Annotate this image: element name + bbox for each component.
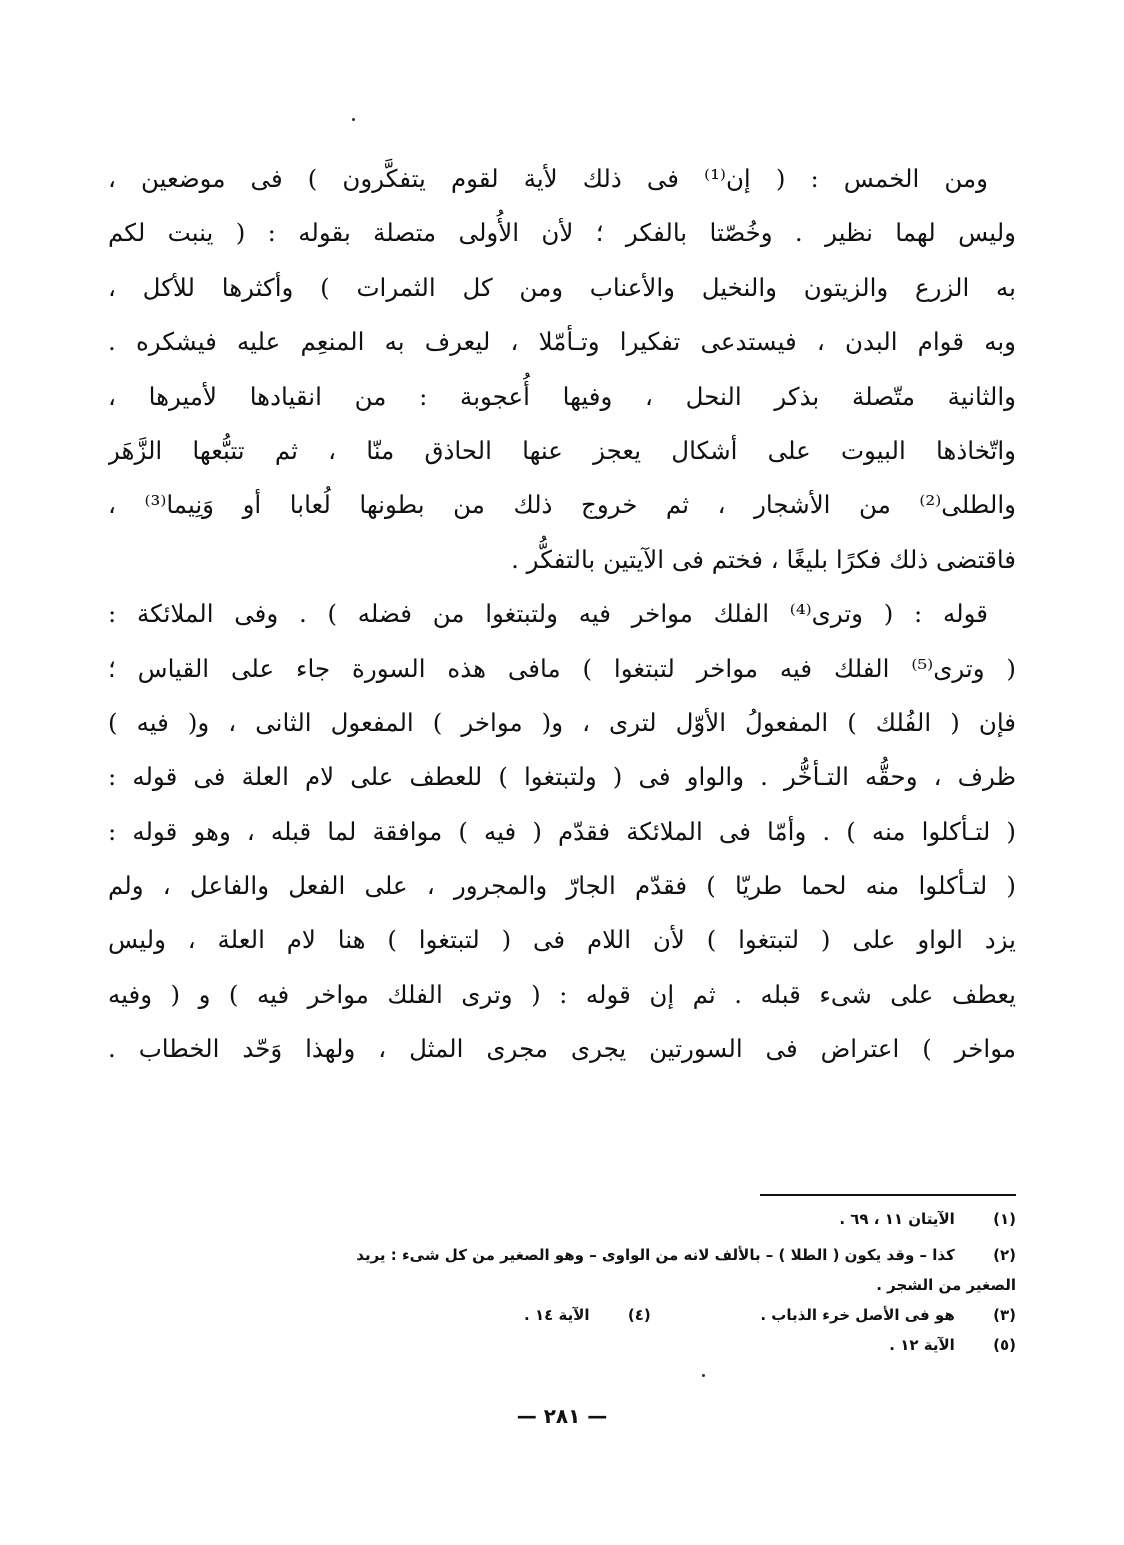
footnotes	[136, 1204, 1016, 1360]
footnote-text: كذا – وقد يكون ( الطلا ) – بالألف لانه من الواوى – وهو الصغير من كل شىء : يريد	[356, 1246, 955, 1264]
text-line: وبه قوام البدن ، فيستدعى تفكيرا وتـأمّلا ، ليعرف به المنعِم عليه فيشكره .	[108, 327, 1016, 357]
footnote-5	[136, 1330, 1016, 1360]
text-line: قوله : ( وترى⁽⁴⁾ الفلك مواخر فيه ولتبتغوا من فضله ) . وفى الملائكة :	[108, 599, 988, 629]
footnote-3	[656, 1300, 1016, 1330]
text-line: مواخر ) اعتراض فى السورتين يجرى مجرى المثل ، ولهذا وَحّد الخطاب .	[108, 1034, 1016, 1064]
footnote-number: (١)	[993, 1210, 1016, 1228]
footnote-2	[136, 1240, 1016, 1270]
text-line: والثانية متّصلة بذكر النحل ، وفيها أُعجوبة : من انقيادها لأميرها ،	[108, 381, 1016, 411]
footnote-number: (٣)	[993, 1306, 1016, 1324]
text-line: ظرف ، وحقُّه التـأخُّر . والواو فى ( ولتبتغوا ) للعطف على لام العلة فى قوله :	[108, 762, 1016, 792]
footnote-number: (٥)	[993, 1336, 1016, 1354]
text-line: به الزرع والزيتون والنخيل والأعناب ومن كل الثمرات ) وأكثرها للأكل ،	[108, 272, 1016, 302]
text-line: وليس لهما نظير . وخُصّتا بالفكر ؛ لأن الأُولى متصلة بقوله : ( ينبت لكم	[108, 218, 1016, 248]
text-line: ومن الخمس : ( إن⁽¹⁾ فى ذلك لأية لقوم يتفكَّرون ) فى موضعين ،	[108, 164, 988, 193]
footnote-separator	[760, 1194, 1016, 1196]
footnote-row-3-4	[136, 1300, 1016, 1330]
text-line: يعطف على شىء قبله . ثم إن قوله : ( وترى الفلك مواخر فيه ) و ( وفيه	[108, 979, 1016, 1009]
footnote-4	[524, 1306, 651, 1324]
page-number: — ٢٨١ —	[516, 1404, 608, 1428]
text-line: فاقتضى ذلك فكرًا بليغًا ، فختم فى الآيتين بالتفكُّر .	[511, 544, 1016, 574]
footnote-text: الآية ١٢ .	[889, 1336, 955, 1354]
footnote-2-continued: الصغير من الشجر .	[876, 1276, 1016, 1294]
footnote-text: الآية ١٤ .	[524, 1306, 590, 1324]
footnote-number: (٤)	[627, 1306, 651, 1324]
text-line: ( لتـأكلوا منه لحما طريّا ) فقدّم الجارّ والمجرور ، على الفعل والفاعل ، ولم	[108, 871, 1016, 901]
footnote-number: (٢)	[993, 1246, 1016, 1264]
text-line: ( وترى⁽⁵⁾ الفلك فيه مواخر لتبتغوا ) مافى هذه السورة جاء على القياس ؛	[108, 653, 1016, 683]
footnote-text: هو فى الأصل خرء الذباب .	[760, 1306, 955, 1324]
scan-speck	[352, 118, 355, 121]
text-line: والطلى⁽²⁾ من الأشجار ، ثم خروج ذلك من بطونها لُعابا أو وَنِيما⁽³⁾ ،	[108, 490, 1016, 520]
scan-speck	[702, 1374, 705, 1377]
main-text	[108, 152, 1016, 1077]
text-line: فإن ( الفُلك ) المفعولُ الأوّل لترى ، و( مواخر ) المفعول الثانى ، و( فيه )	[108, 707, 1016, 737]
text-line: يزد الواو على ( لتبتغوا ) لأن اللام فى ( لتبتغوا ) هنا لام العلة ، وليس	[108, 925, 1016, 955]
footnote-1	[136, 1204, 1016, 1234]
text-line: واتّخاذها البيوت على أشكال يعجز عنها الحاذق منّا ، ثم تتبُّعها الزَّهَر	[108, 435, 1016, 465]
footnote-text: الآيتان ١١ ، ٦٩ .	[839, 1210, 955, 1228]
text-line: ( لتـأكلوا منه ) . وأمّا فى الملائكة فقدّم ( فيه ) موافقة لما قبله ، وهو قوله :	[108, 816, 1016, 846]
